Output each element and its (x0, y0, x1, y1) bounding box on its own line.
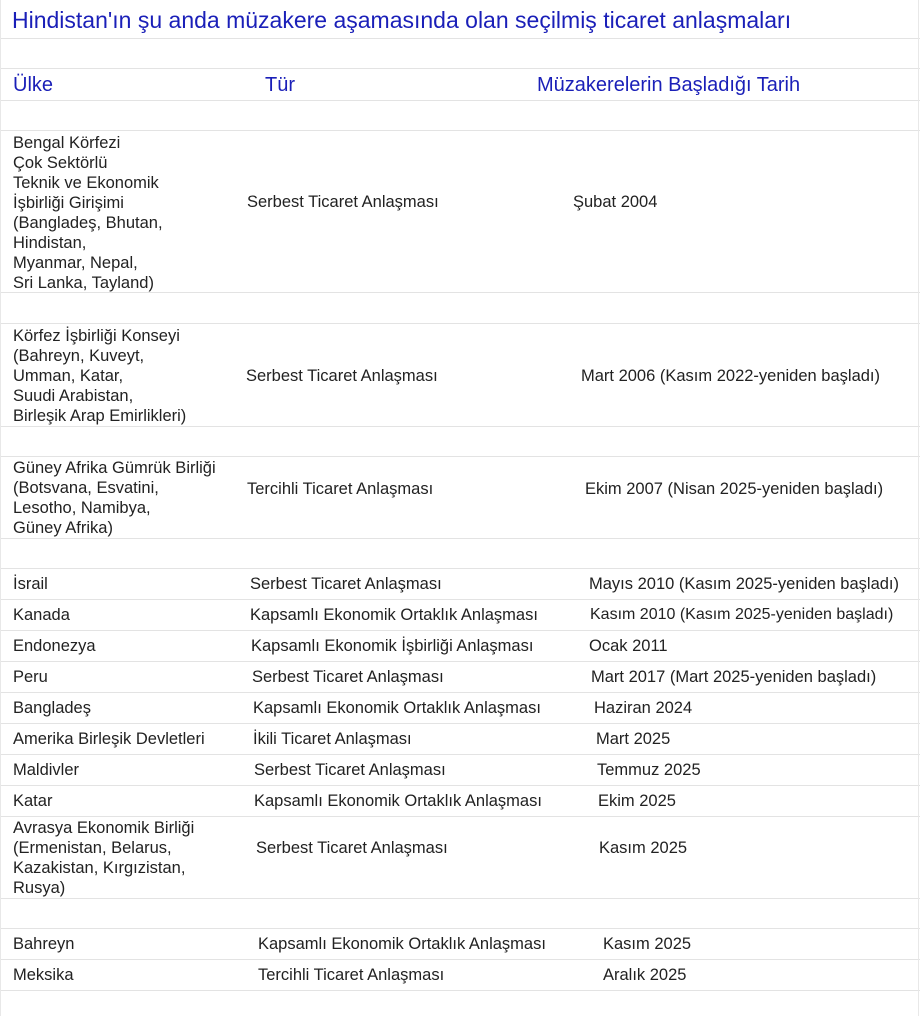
cell-date: Temmuz 2025 (597, 761, 701, 779)
cell-type: Kapsamlı Ekonomik Ortaklık Anlaşması (250, 606, 538, 624)
grid-line (0, 426, 920, 427)
cell-country: Katar (13, 792, 53, 810)
cell-type: Serbest Ticaret Anlaşması (254, 761, 446, 779)
cell-date: Kasım 2025 (603, 935, 692, 953)
grid-line (0, 898, 920, 899)
cell-country: Endonezya (13, 637, 96, 655)
cell-country: İsrail (13, 575, 48, 593)
grid-line (0, 692, 920, 693)
header-country: Ülke (13, 74, 54, 96)
grid-line (0, 0, 1, 1016)
cell-type: Serbest Ticaret Anlaşması (246, 367, 438, 385)
cell-country: Kanada (13, 606, 70, 624)
cell-country: Peru (13, 668, 48, 686)
cell-date: Şubat 2004 (573, 193, 658, 211)
grid-line (0, 785, 920, 786)
cell-type: Tercihli Ticaret Anlaşması (247, 480, 434, 498)
grid-line (0, 630, 920, 631)
cell-date: Ekim 2025 (598, 792, 676, 810)
grid-line (0, 456, 920, 457)
cell-date: Ocak 2011 (589, 637, 668, 655)
cell-date: Mart 2006 (Kasım 2022-yeniden başladı) (581, 367, 880, 385)
grid-line (0, 599, 920, 600)
cell-date: Mayıs 2010 (Kasım 2025-yeniden başladı) (589, 575, 900, 593)
cell-country: Bahreyn (13, 935, 75, 953)
grid-line (918, 0, 919, 1016)
cell-country: Amerika Birleşik Devletleri (13, 730, 205, 748)
cell-type: Serbest Ticaret Anlaşması (250, 575, 442, 593)
grid-line (0, 816, 920, 817)
grid-line (0, 928, 920, 929)
cell-type: Serbest Ticaret Anlaşması (256, 839, 448, 857)
cell-country: Maldivler (13, 761, 80, 779)
cell-country: Bengal Körfezi Çok Sektörlü Teknik ve Ekonomik İşbirliği Girişimi (Bangladeş, Bhutan, Hindistan, Myanmar, Nepal, Sri Lanka, Tayland) (13, 134, 163, 292)
cell-type: Kapsamlı Ekonomik İşbirliği Anlaşması (251, 637, 534, 655)
grid-line (0, 538, 920, 539)
cell-country: Bangladeş (13, 699, 91, 717)
cell-date: Ekim 2007 (Nisan 2025-yeniden başladı) (585, 480, 884, 498)
page-title: Hindistan'ın şu anda müzakere aşamasında olan seçilmiş ticaret anlaşmaları (12, 7, 792, 33)
cell-type: İkili Ticaret Anlaşması (253, 730, 412, 748)
cell-date: Haziran 2024 (594, 699, 693, 717)
grid-line (0, 661, 920, 662)
grid-line (0, 959, 920, 960)
grid-line (0, 68, 920, 69)
cell-type: Serbest Ticaret Anlaşması (247, 193, 439, 211)
cell-country: Meksika (13, 966, 74, 984)
cell-type: Kapsamlı Ekonomik Ortaklık Anlaşması (258, 935, 546, 953)
cell-type: Tercihli Ticaret Anlaşması (258, 966, 445, 984)
cell-date: Kasım 2025 (599, 839, 688, 857)
cell-type: Kapsamlı Ekonomik Ortaklık Anlaşması (253, 699, 541, 717)
cell-country: Avrasya Ekonomik Birliği (Ermenistan, Belarus, Kazakistan, Kırgızistan, Rusya) (13, 819, 195, 897)
cell-date: Kasım 2010 (Kasım 2025-yeniden başladı) (590, 606, 894, 623)
grid-line (0, 754, 920, 755)
grid-line (0, 990, 920, 991)
grid-line (0, 723, 920, 724)
cell-country: Güney Afrika Gümrük Birliği (Botsvana, Esvatini, Lesotho, Namibya, Güney Afrika) (13, 459, 216, 537)
grid-line (0, 323, 920, 324)
cell-type: Serbest Ticaret Anlaşması (252, 668, 444, 686)
cell-date: Aralık 2025 (603, 966, 687, 984)
cell-type: Kapsamlı Ekonomik Ortaklık Anlaşması (254, 792, 542, 810)
header-date: Müzakerelerin Başladığı Tarih (537, 74, 801, 96)
header-type: Tür (265, 74, 295, 96)
grid-line (0, 38, 920, 39)
cell-country: Körfez İşbirliği Konseyi (Bahreyn, Kuveyt, Umman, Katar, Suudi Arabistan, Birleşik Arap Emirlikleri) (13, 327, 187, 425)
grid-line (0, 568, 920, 569)
cell-date: Mart 2017 (Mart 2025-yeniden başladı) (591, 668, 877, 686)
grid-line (0, 100, 920, 101)
cell-date: Mart 2025 (596, 730, 671, 748)
grid-line (0, 130, 920, 131)
